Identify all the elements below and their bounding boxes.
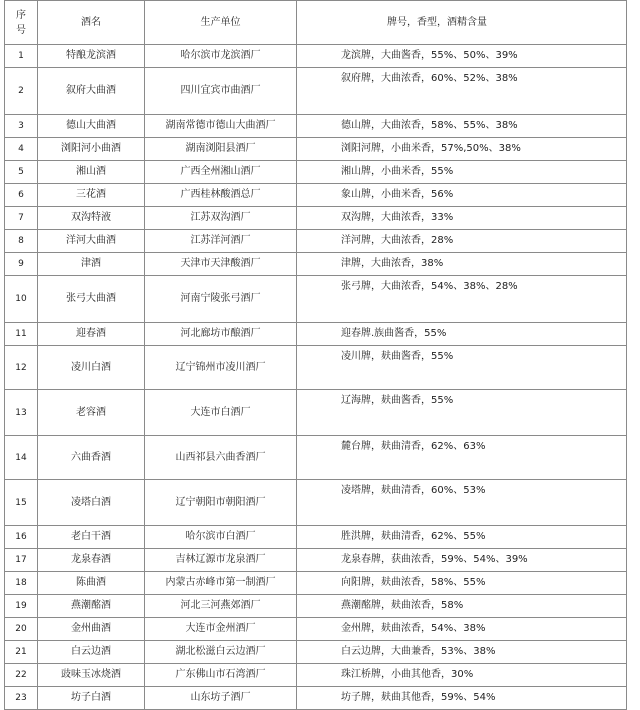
table-row bbox=[5, 115, 627, 138]
row-no: 11 bbox=[5, 323, 38, 346]
row-liquor-name: 德山大曲酒 bbox=[38, 115, 145, 138]
table-row bbox=[5, 207, 627, 230]
row-no: 19 bbox=[5, 595, 38, 618]
row-brand-info: 叙府牌，大曲浓香，60%、52%、38% bbox=[297, 68, 627, 115]
row-no: 12 bbox=[5, 346, 38, 390]
row-brand-info: 向阳牌，麸曲浓香，58%、55% bbox=[297, 572, 627, 595]
row-no: 5 bbox=[5, 161, 38, 184]
row-no: 22 bbox=[5, 664, 38, 687]
row-liquor-name: 张弓大曲酒 bbox=[38, 276, 145, 323]
row-brand-info: 麓台牌，麸曲清香，62%、63% bbox=[297, 436, 627, 480]
row-producer: 广东佛山市石湾酒厂 bbox=[145, 664, 297, 687]
table-row bbox=[5, 346, 627, 390]
row-liquor-name: 迎春酒 bbox=[38, 323, 145, 346]
table-row bbox=[5, 323, 627, 346]
row-no: 17 bbox=[5, 549, 38, 572]
row-brand-info: 凌川牌，麸曲酱香，55% bbox=[297, 346, 627, 390]
row-brand-info: 珠江桥牌，小曲其他香，30% bbox=[297, 664, 627, 687]
row-brand-info: 迎春牌.族曲酱香，55% bbox=[297, 323, 627, 346]
row-brand-info: 白云边牌，大曲兼香，53%、38% bbox=[297, 641, 627, 664]
row-brand-info: 象山牌，小曲米香，56% bbox=[297, 184, 627, 207]
row-no: 21 bbox=[5, 641, 38, 664]
table-row bbox=[5, 184, 627, 207]
row-producer: 河南宁陵张弓酒厂 bbox=[145, 276, 297, 323]
row-producer: 哈尔滨市龙滨酒厂 bbox=[145, 45, 297, 68]
table-row bbox=[5, 687, 627, 710]
row-liquor-name: 叙府大曲酒 bbox=[38, 68, 145, 115]
row-no: 18 bbox=[5, 572, 38, 595]
table-row bbox=[5, 138, 627, 161]
table-row bbox=[5, 436, 627, 480]
table-row bbox=[5, 68, 627, 115]
table-row bbox=[5, 618, 627, 641]
row-liquor-name: 龙泉春酒 bbox=[38, 549, 145, 572]
row-producer: 天津市天津酸酒厂 bbox=[145, 253, 297, 276]
row-brand-info: 张弓牌，大曲浓香，54%、38%、28% bbox=[297, 276, 627, 323]
row-brand-info: 双沟牌，大曲浓香，33% bbox=[297, 207, 627, 230]
header-serial-no-line1: 序 bbox=[16, 9, 26, 21]
row-liquor-name: 三花酒 bbox=[38, 184, 145, 207]
table-row bbox=[5, 253, 627, 276]
row-producer: 广西桂林酸酒总厂 bbox=[145, 184, 297, 207]
row-producer: 山东坊子酒厂 bbox=[145, 687, 297, 710]
row-no: 4 bbox=[5, 138, 38, 161]
header-producer: 生产单位 bbox=[145, 1, 297, 45]
table-row bbox=[5, 230, 627, 253]
row-producer: 大连市金州酒厂 bbox=[145, 618, 297, 641]
row-producer: 江苏洋河酒厂 bbox=[145, 230, 297, 253]
row-no: 16 bbox=[5, 526, 38, 549]
row-producer: 辽宁锦州市凌川酒厂 bbox=[145, 346, 297, 390]
row-no: 6 bbox=[5, 184, 38, 207]
table-row bbox=[5, 595, 627, 618]
row-no: 3 bbox=[5, 115, 38, 138]
row-no: 8 bbox=[5, 230, 38, 253]
table-row bbox=[5, 664, 627, 687]
row-liquor-name: 湘山酒 bbox=[38, 161, 145, 184]
row-no: 20 bbox=[5, 618, 38, 641]
row-no: 13 bbox=[5, 390, 38, 436]
row-liquor-name: 凌塔白酒 bbox=[38, 480, 145, 526]
row-brand-info: 龙滨牌，大曲酱香，55%、50%、39% bbox=[297, 45, 627, 68]
row-producer: 辽宁朝阳市朝阳酒厂 bbox=[145, 480, 297, 526]
row-producer: 广西全州湘山酒厂 bbox=[145, 161, 297, 184]
row-producer: 四川宜宾市曲酒厂 bbox=[145, 68, 297, 115]
row-no: 1 bbox=[5, 45, 38, 68]
row-no: 2 bbox=[5, 68, 38, 115]
row-liquor-name: 洋河大曲酒 bbox=[38, 230, 145, 253]
liquor-table bbox=[4, 0, 627, 710]
row-brand-info: 浏阳河牌，小曲米香，57%,50%、38% bbox=[297, 138, 627, 161]
row-producer: 山西祁县六曲香酒厂 bbox=[145, 436, 297, 480]
row-producer: 湖北松滋白云边酒厂 bbox=[145, 641, 297, 664]
row-producer: 湖南常德市德山大曲酒厂 bbox=[145, 115, 297, 138]
row-no: 14 bbox=[5, 436, 38, 480]
table-row bbox=[5, 161, 627, 184]
row-liquor-name: 陈曲酒 bbox=[38, 572, 145, 595]
row-brand-info: 燕潮酩牌，麸曲浓香，58% bbox=[297, 595, 627, 618]
row-producer: 吉林辽源市龙泉酒厂 bbox=[145, 549, 297, 572]
row-no: 7 bbox=[5, 207, 38, 230]
row-producer: 哈尔滨市白酒厂 bbox=[145, 526, 297, 549]
row-no: 23 bbox=[5, 687, 38, 710]
table-row bbox=[5, 526, 627, 549]
table-row bbox=[5, 480, 627, 526]
table-row bbox=[5, 549, 627, 572]
row-liquor-name: 特酿龙滨酒 bbox=[38, 45, 145, 68]
row-producer: 湖南浏阳县酒厂 bbox=[145, 138, 297, 161]
row-no: 9 bbox=[5, 253, 38, 276]
row-liquor-name: 六曲香酒 bbox=[38, 436, 145, 480]
row-producer: 河北三河燕郊酒厂 bbox=[145, 595, 297, 618]
row-liquor-name: 豉味玉冰烧酒 bbox=[38, 664, 145, 687]
table-row bbox=[5, 641, 627, 664]
row-liquor-name: 老白干酒 bbox=[38, 526, 145, 549]
table-body bbox=[5, 45, 627, 710]
row-brand-info: 德山牌，大曲浓香，58%、55%、38% bbox=[297, 115, 627, 138]
header-serial-no bbox=[5, 1, 38, 45]
row-liquor-name: 金州曲酒 bbox=[38, 618, 145, 641]
header-serial-no-line2: 号 bbox=[16, 24, 26, 36]
row-liquor-name: 双沟特液 bbox=[38, 207, 145, 230]
row-producer: 大连市白酒厂 bbox=[145, 390, 297, 436]
table-row bbox=[5, 276, 627, 323]
row-liquor-name: 白云边酒 bbox=[38, 641, 145, 664]
row-brand-info: 辽海牌，麸曲酱香，55% bbox=[297, 390, 627, 436]
row-producer: 河北廊坊市酿酒厂 bbox=[145, 323, 297, 346]
row-no: 10 bbox=[5, 276, 38, 323]
row-liquor-name: 老容酒 bbox=[38, 390, 145, 436]
row-brand-info: 洋河牌，大曲浓香，28% bbox=[297, 230, 627, 253]
table-row bbox=[5, 45, 627, 68]
row-brand-info: 胜洪牌，麸曲清香，62%、55% bbox=[297, 526, 627, 549]
row-brand-info: 坊子牌，麸曲其他香，59%、54% bbox=[297, 687, 627, 710]
header-brand-aroma-abv: 牌号，香型，酒精含量 bbox=[297, 1, 627, 45]
row-producer: 内蒙古赤峰市第一制酒厂 bbox=[145, 572, 297, 595]
row-brand-info: 金州牌，麸曲浓香，54%、38% bbox=[297, 618, 627, 641]
table-row bbox=[5, 390, 627, 436]
row-brand-info: 龙泉春牌，获曲浓香，59%、54%、39% bbox=[297, 549, 627, 572]
row-liquor-name: 浏阳河小曲酒 bbox=[38, 138, 145, 161]
row-no: 15 bbox=[5, 480, 38, 526]
row-liquor-name: 凌川白酒 bbox=[38, 346, 145, 390]
row-liquor-name: 燕潮酩酒 bbox=[38, 595, 145, 618]
table-row bbox=[5, 572, 627, 595]
row-brand-info: 凌塔牌，麸曲清香，60%、53% bbox=[297, 480, 627, 526]
row-liquor-name: 津酒 bbox=[38, 253, 145, 276]
row-brand-info: 湘山牌，小曲米香，55% bbox=[297, 161, 627, 184]
row-liquor-name: 坊子白酒 bbox=[38, 687, 145, 710]
header-liquor-name: 酒名 bbox=[38, 1, 145, 45]
row-producer: 江苏双沟酒厂 bbox=[145, 207, 297, 230]
row-brand-info: 津牌，大曲浓香，38% bbox=[297, 253, 627, 276]
header-row bbox=[5, 1, 627, 45]
